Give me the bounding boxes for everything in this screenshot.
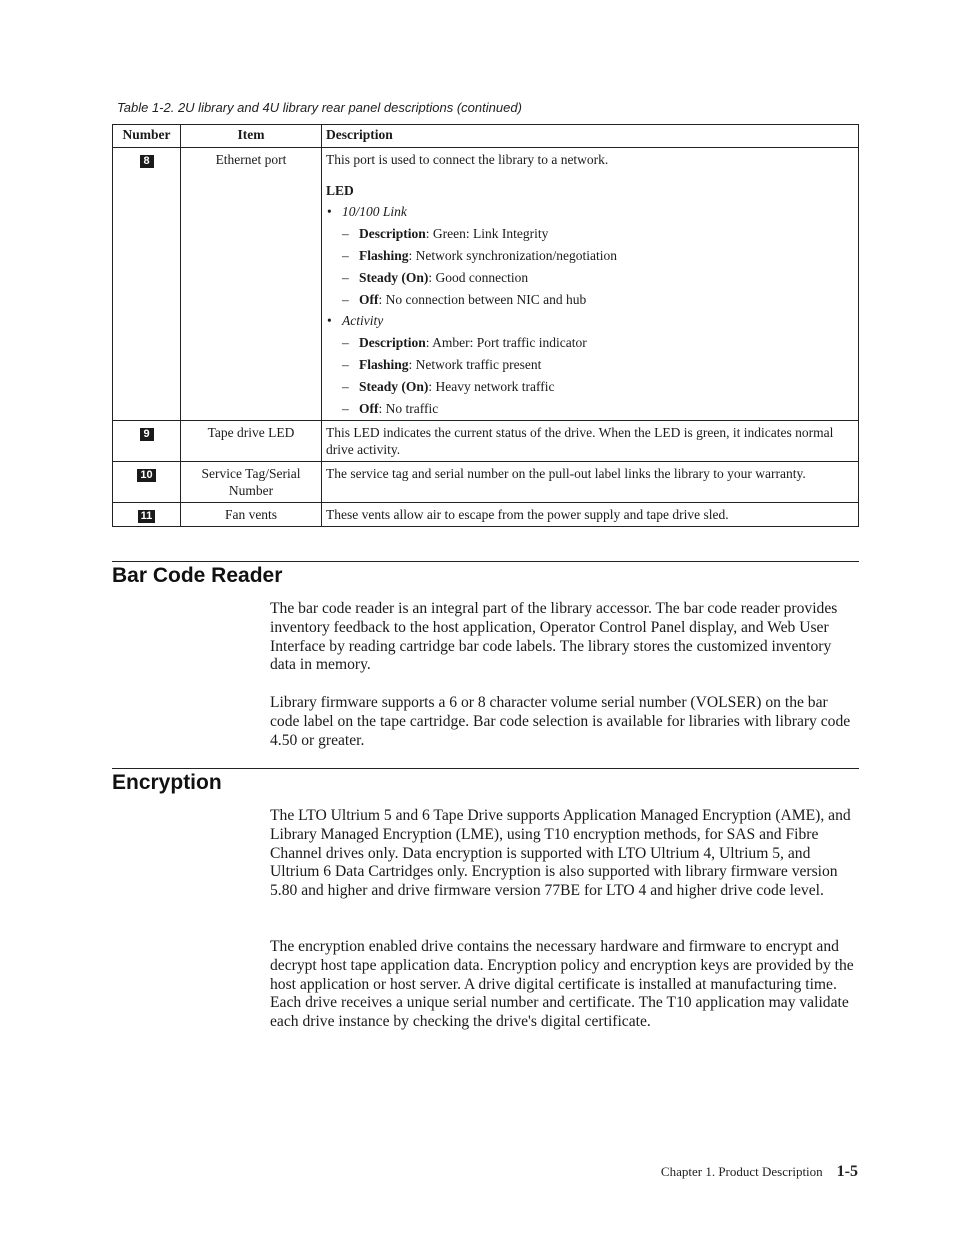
row-item-cell: Ethernet port: [181, 148, 322, 421]
led-entry: – Description: Amber: Port traffic indicator: [326, 334, 854, 351]
row-number-cell: [113, 503, 181, 527]
section-title-bar-code-reader: Bar Code Reader: [112, 564, 283, 587]
callout-number-badge: 8: [140, 155, 154, 168]
led-entry: – Off: No connection between NIC and hub: [326, 291, 854, 308]
paragraph: Library firmware supports a 6 or 8 character volume serial number (VOLSER) on the bar code label on the tape cartridge. Bar code selection is available for libraries with library code 4.50 or greater.: [270, 694, 851, 749]
row-number-cell: [113, 148, 181, 421]
callout-number-badge: 10: [137, 469, 155, 482]
section-divider: [112, 561, 859, 562]
row-item-cell: Service Tag/Serial Number: [181, 462, 322, 503]
paragraph: The bar code reader is an integral part of the library accessor. The bar code reader provides inventory feedback to the host application, Operator Control Panel display, and Web User Interface by reading cartridge bar code labels. The library stores the customized inventory data in memory.: [270, 600, 838, 674]
table-row: [113, 148, 859, 421]
footer-chapter: Chapter 1. Product Description: [660, 1164, 823, 1179]
row-item-cell: Tape drive LED: [181, 421, 322, 462]
table-row: [113, 462, 859, 503]
header-item: Item: [181, 125, 322, 148]
paragraph: The encryption enabled drive contains the necessary hardware and firmware to encrypt and decrypt host tape application data. Encryption policy and encryption keys are provided by the host application or host server. A drive digital certificate is installed at manufacturing time. Each drive receives a unique serial number and certificate. The T10 application may validate each drive instance by checking the drive's digital certificate.: [270, 938, 854, 1031]
page-footer: [661, 1163, 858, 1181]
table-row: [113, 503, 859, 527]
led-entry: – Flashing: Network synchronization/negotiation: [326, 247, 854, 264]
row-number-cell: [113, 462, 181, 503]
row-item-cell: Fan vents: [181, 503, 322, 527]
header-number: Number: [113, 125, 181, 148]
led-entry: – Off: No traffic: [326, 400, 854, 417]
section-divider: [112, 768, 859, 769]
led-entry: – Steady (On): Good connection: [326, 269, 854, 286]
callout-number-badge: 11: [138, 510, 156, 523]
paragraph: The LTO Ultrium 5 and 6 Tape Drive supports Application Managed Encryption (AME), and Library Managed Encryption (LME), using T10 encryption methods, for SAS and Fibre Channel drives only. Data encryption is supported with LTO Ultrium 4, Ultrium 5, and Ultrium 6 Data Cartridges only. Encryption is also supported with library firmware version 5.80 and higher and drive firmware version 77BE for LTO 4 and higher drive code level.: [270, 807, 851, 900]
row-description-cell: The service tag and serial number on the pull-out label links the library to your warranty.: [322, 462, 859, 503]
callout-number-badge: 9: [140, 428, 154, 441]
led-group-item: • 10/100 Link: [326, 203, 854, 220]
ethernet-intro: This port is used to connect the library to a network.: [326, 152, 609, 167]
row-description-cell: These vents allow air to escape from the power supply and tape drive sled.: [322, 503, 859, 527]
table-row: [113, 421, 859, 462]
section-title-encryption: Encryption: [112, 771, 222, 794]
header-description: Description: [322, 125, 859, 148]
led-heading: LED: [326, 183, 354, 198]
row-number-cell: [113, 421, 181, 462]
row-description-cell: This LED indicates the current status of the drive. When the LED is green, it indicates normal drive activity.: [322, 421, 859, 462]
led-entry: – Steady (On): Heavy network traffic: [326, 378, 854, 395]
led-group-item: • Activity: [326, 312, 854, 329]
row-description-cell: [322, 148, 859, 421]
led-entry: – Flashing: Network traffic present: [326, 356, 854, 373]
table-header-row: [113, 125, 859, 148]
page-number: 1-5: [836, 1163, 858, 1180]
rear-panel-table: [112, 124, 859, 527]
led-entry: – Description: Green: Link Integrity: [326, 225, 854, 242]
table-caption: Table 1-2. 2U library and 4U library rear panel descriptions (continued): [117, 100, 522, 115]
